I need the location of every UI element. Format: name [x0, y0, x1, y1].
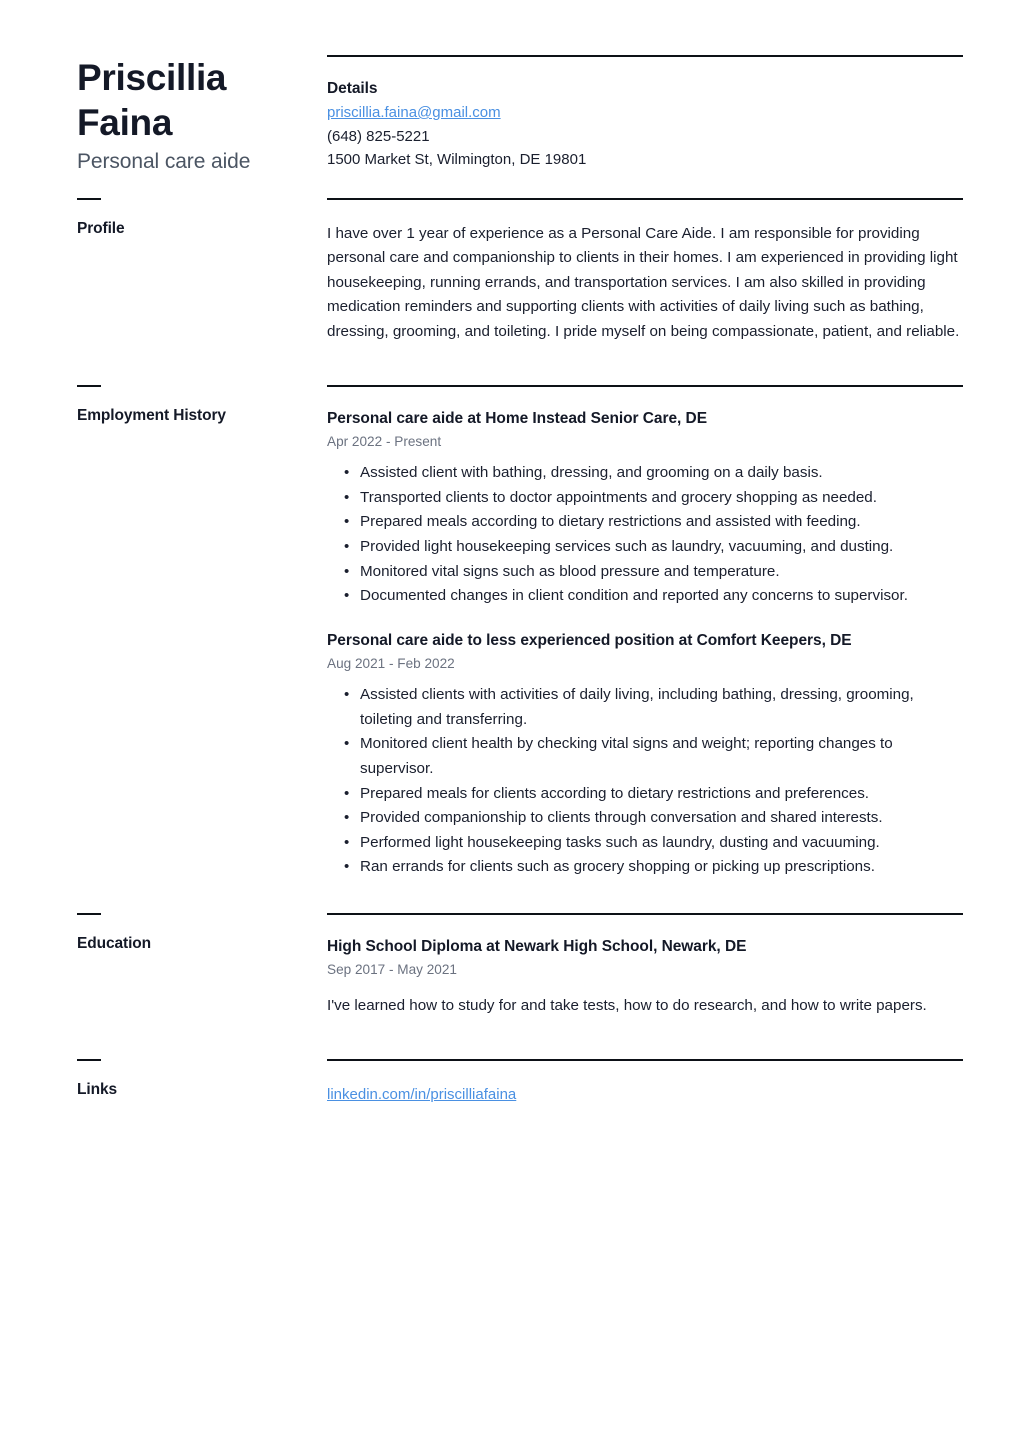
- job-bullet-list: [327, 461, 963, 609]
- linkedin-link[interactable]: linkedin.com/in/priscilliafaina: [327, 1086, 517, 1104]
- details-section: [327, 55, 1024, 172]
- list-item: • Documented changes in client condition and reported any concerns to supervisor.: [360, 584, 963, 609]
- list-item: • Provided light housekeeping services such as laundry, vacuuming, and dusting.: [360, 535, 963, 560]
- section-dash-marker: [77, 1059, 101, 1061]
- employment-entry: [327, 409, 963, 609]
- details-heading: Details: [327, 80, 378, 97]
- first-name: Priscillia: [77, 57, 227, 98]
- list-item: • Prepared meals for clients according to dietary restrictions and preferences.: [360, 782, 963, 807]
- section-dash-marker: [77, 198, 101, 200]
- phone-row: (648) 825-5221: [327, 127, 430, 145]
- profile-text: I have over 1 year of experience as a Personal Care Aide. I am responsible for providing personal care and companionship to clients in their homes. I am experienced in providing light housekeeping, running errands, and transportation services. I am also skilled in providing medication reminders and supporting clients with activities of daily living such as bathing, dressing, grooming, and toileting. I pride myself on being compassionate, patient, and reliable.: [327, 224, 960, 341]
- section-dash-marker: [77, 913, 101, 915]
- profile-section: [0, 198, 1024, 345]
- list-item: • Assisted client with bathing, dressing, and grooming on a daily basis.: [360, 461, 963, 486]
- details-list: [327, 101, 963, 172]
- profile-content: [327, 198, 1024, 345]
- list-item: • Transported clients to doctor appointments and grocery shopping as needed.: [360, 486, 963, 511]
- list-item: • Prepared meals according to dietary restrictions and assisted with feeding.: [360, 510, 963, 535]
- education-entry: [327, 937, 963, 1019]
- email-row: [327, 101, 963, 125]
- address-row: 1500 Market St, Wilmington, DE 19801: [327, 151, 587, 169]
- employment-content: [327, 385, 1024, 880]
- education-content: [327, 913, 1024, 1019]
- job-bullet-list: [327, 683, 963, 880]
- job-dates: Aug 2021 - Feb 2022: [327, 655, 455, 671]
- job-dates: Apr 2022 - Present: [327, 433, 442, 449]
- job-title: Personal care aide to less experienced position at Comfort Keepers, DE: [327, 631, 852, 649]
- sidebar-label-links: Links: [77, 1081, 117, 1099]
- employment-section: [0, 385, 1024, 880]
- education-title: High School Diploma at Newark High School, Newark, DE: [327, 938, 747, 956]
- sidebar-label-education: Education: [77, 935, 152, 953]
- education-dates: Sep 2017 - May 2021: [327, 962, 457, 978]
- education-section: [0, 913, 1024, 1019]
- list-item: • Performed light housekeeping tasks such as laundry, dusting and vacuuming.: [360, 831, 963, 856]
- links-label-block: [0, 1059, 327, 1100]
- employment-label-block: [0, 385, 327, 426]
- page-title: [77, 55, 287, 145]
- list-item: • Provided companionship to clients through conversation and shared interests.: [360, 806, 963, 831]
- profile-label-block: [0, 198, 327, 239]
- job-subtitle: Personal care aide: [77, 150, 251, 174]
- section-dash-marker: [77, 385, 101, 387]
- list-item: • Monitored vital signs such as blood pressure and temperature.: [360, 560, 963, 585]
- link-row: [327, 1083, 963, 1107]
- list-item: • Ran errands for clients such as grocery shopping or picking up prescriptions.: [360, 855, 963, 880]
- links-content: [327, 1059, 1024, 1107]
- sidebar-label-profile: Profile: [77, 219, 125, 237]
- email-link[interactable]: priscillia.faina@gmail.com: [327, 103, 501, 121]
- job-title: Personal care aide at Home Instead Senior Care, DE: [327, 409, 707, 427]
- sidebar-label-employment-history: Employment History: [77, 406, 226, 424]
- employment-entry: [327, 631, 963, 880]
- name-block: [0, 55, 327, 177]
- list-item: • Monitored client health by checking vital signs and weight; reporting changes to supervisor.: [360, 732, 963, 781]
- links-section: [0, 1059, 1024, 1107]
- list-item: • Assisted clients with activities of daily living, including bathing, dressing, grooming, toileting and transferring.: [360, 683, 963, 732]
- education-description: I've learned how to study for and take tests, how to do research, and how to write papers.: [327, 997, 927, 1015]
- education-label-block: [0, 913, 327, 954]
- last-name: Faina: [77, 102, 173, 144]
- header-section: [0, 0, 1024, 177]
